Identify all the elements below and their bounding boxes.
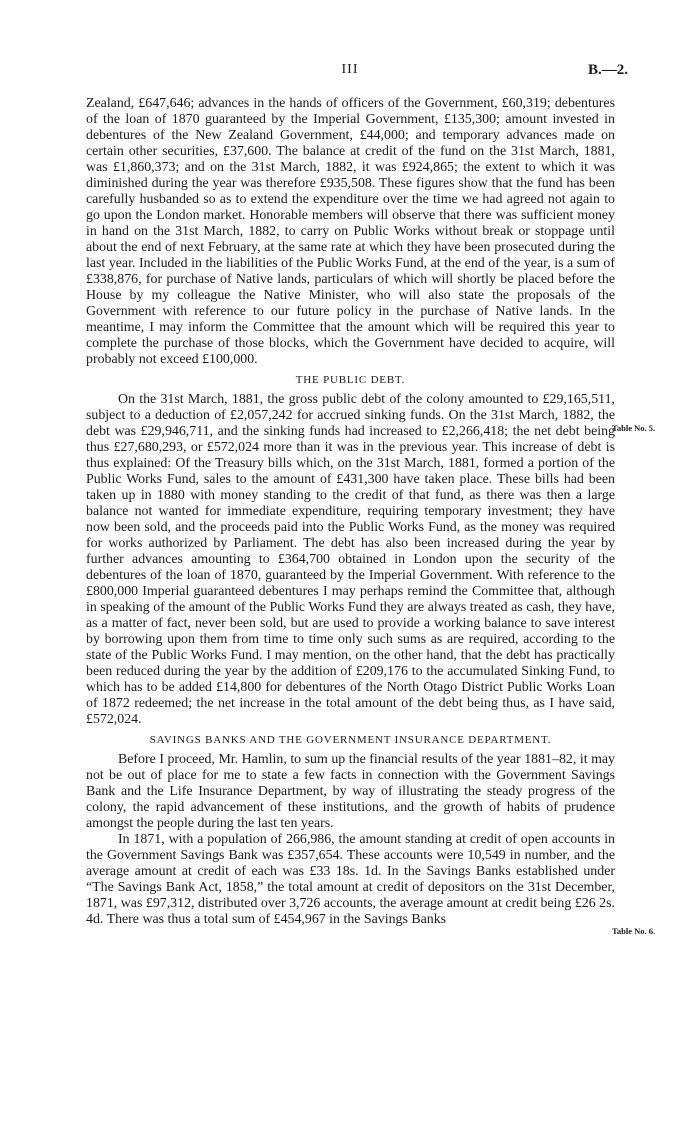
page-body — [86, 96, 615, 928]
heading-savings-banks: SAVINGS BANKS AND THE GOVERNMENT INSURANCE DEPARTMENT. — [149, 734, 552, 746]
heading-public-debt: THE PUBLIC DEBT. — [295, 374, 406, 386]
paragraph-public-works-fund: Zealand, £647,646; advances in the hands of officers of the Government, £60,319; debentures of the loan of 1870 guaranteed by the Imperial Government, £135,300; amount invested in debentures of the New Zealand Government, £44,000; and temporary advances made on certain other securities, £37,600. The balance at credit of the fund on the 31st March, 1881, was £1,860,373; and on the 31st March, 1882, it was £924,865; the extent to which it was diminished during the year was therefore £935,508. These figures show that the fund has been carefully husbanded so as to extend the expenditure over the time we had agreed not again to go upon the London market. Honorable members will observe that there was sufficient money in hand on the 31st March, 1882, to carry on Public Works without break or stoppage until about the end of next February, at the same rate at which they have been prosecuted during the last year. Included in the liabilities of the Public Works Fund, at the end of the year, is a sum of £338,876, for purchase of Native lands, particulars of which will shortly be placed before the House by my colleague the Native Minister, who will also state the proposals of the Government with reference to our future policy in the purchase of Native lands. In the meantime, I may inform the Committee that the amount which will be required this year to complete the purchase of those blocks, which the Government have decided to acquire, will probably not exceed £100,000. — [86, 96, 615, 367]
page-number: III — [341, 62, 359, 77]
margin-note-table-6: Table No. 6. — [612, 926, 656, 936]
margin-note-table-5: Table No. 5. — [612, 423, 656, 433]
paragraph-savings-1871: In 1871, with a population of 266,986, the amount standing at credit of open accounts in the Government Savings Bank was £357,654. These accounts were 10,549 in number, and the average amount at credit of each was £33 18s. 1d. In the Savings Banks established under “The Savings Bank Act, 1858,” the total amount at credit of depositors on the 31st December, 1871, was £97,312, distributed over 3,726 accounts, the average amount at credit being £26 2s. 4d. There was thus a total sum of £454,967 in the Savings Banks — [86, 832, 615, 927]
paragraph-public-debt: On the 31st March, 1881, the gross public debt of the colony amounted to £29,165,511, subject to a deduction of £2,057,242 for accrued sinking funds. On the 31st March, 1882, the debt was £29,946,711, and the sinking funds had increased to £2,266,418; the net debt being thus £27,680,293, or £572,024 more than it was in the previous year. This increase of debt is thus explained: Of the Treasury bills which, on the 31st March, 1881, formed a portion of the Public Works Fund, sales to the amount of £431,300 have taken place. These bills had been taken up in 1880 with money standing to the credit of that fund, as there was then a large balance not wanted for immediate expenditure, requiring temporary investment; they have now been sold, and the proceeds paid into the Public Works Fund, as the money was required for works authorized by Parliament. The debt has also been increased during the year by further advances amounting to £364,700 obtained in London upon the security of the debentures of the loan of 1870, guaranteed by the Imperial Government. With reference to the £800,000 Imperial guaranteed debentures I may perhaps remind the Committee that, although in speaking of the amount of the Public Works Fund they are always treated as cash, they have, as a matter of fact, never been sold, but are used to provide a working balance to save interest by borrowing upon them from time to time only such sums as are required, according to the state of the Public Works Fund. I may mention, on the other hand, that the debt has practically been reduced during the year by the addition of £209,176 to the accumulated Sinking Fund, to which has to be added £14,800 for debentures of the North Otago District Public Works Loan of 1872 redeemed; the net increase in the total amount of the debt being thus, as I have said, £572,024. — [86, 392, 615, 727]
paragraph-savings-intro: Before I proceed, Mr. Hamlin, to sum up the financial results of the year 1881–82, it may not be out of place for me to state a few facts in connection with the Government Savings Bank and the Life Insurance Department, by way of illustrating the steady progress of the colony, the rapid advancement of these institutions, and the growth of habits of prudence amongst the people during the last ten years. — [86, 752, 615, 831]
page-header — [0, 62, 700, 82]
document-reference: B.—2. — [587, 62, 628, 78]
